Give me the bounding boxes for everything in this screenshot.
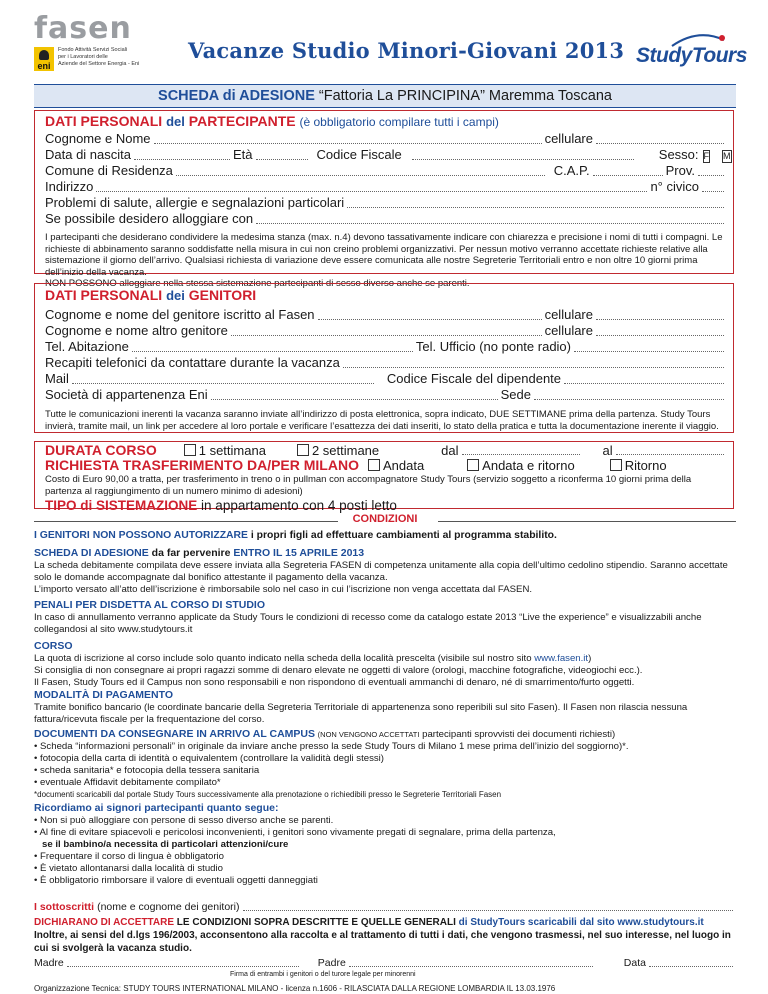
eni-dog-icon: eni — [34, 47, 54, 71]
prov-field[interactable] — [698, 175, 724, 176]
from-date-field[interactable] — [462, 454, 580, 455]
parent1-cell-field[interactable] — [596, 319, 724, 320]
holiday-phones-field[interactable] — [343, 367, 724, 368]
doc-item: • eventuale Affidavit debitamente compilato* — [34, 777, 736, 789]
course-section — [34, 441, 734, 513]
organization-note: Organizzazione Tecnica: STUDY TOURS INTERNATIONAL MILANO - licenza n.1606 - RILASCIATA DALLA REGIONE LOMBARDIA IL 13.03.1976 — [34, 984, 556, 993]
transfer-out-checkbox[interactable] — [368, 459, 380, 471]
health-field[interactable] — [347, 207, 724, 208]
reminder-item: • Frequentare il corso di lingua è obbligatorio — [34, 851, 736, 863]
doc-item: • Scheda “informazioni personali” in originale da inviare anche presso la sede Study Tours di Milano 1 mese prima dell’inizio del soggiorno)*. — [34, 741, 736, 753]
employee-cf-field[interactable] — [564, 383, 724, 384]
date-field[interactable] — [649, 966, 733, 967]
row-parent1: Cognome e nome del genitore iscritto al Fasen cellulare — [45, 307, 727, 323]
authorize-line: I GENITORI NON POSSONO AUTORIZZARE i propri figli ad effettuare cambiamenti al programma stabilito. — [34, 530, 557, 541]
corso-block: CORSO La quota di iscrizione al corso include solo quanto indicato nella scheda della località prescelta (visibile sul nostro sito www.fasen.it) Si consiglia di non consegnare ai propri ragazzi somme di denaro elevate ne oggetti di valore (orologi, macchine fotografiche, videogiochi ecc.). Il Fasen, Study Tours ed il Campus non sono responsabili e non rispondono di eventuali ammanchi di denaro, né di smarrimento/furto oggetti. — [34, 640, 643, 688]
row-duration: DURATA CORSO 1 settimana 2 settimane dal al — [45, 443, 727, 458]
fasen-link[interactable]: www.fasen.it — [534, 653, 589, 664]
doc-item: • scheda sanitaria* e fotocopia della tessera sanitaria — [34, 765, 736, 777]
father-signature-field[interactable] — [349, 966, 593, 967]
row-signed: I sottoscritti (nome e cognome dei genitori) — [34, 900, 736, 914]
transfer-back-checkbox[interactable] — [610, 459, 622, 471]
banner-label: SCHEDA di ADESIONE — [158, 88, 315, 104]
conditions-heading: CONDIZIONI — [34, 513, 736, 527]
mother-signature-field[interactable] — [67, 966, 299, 967]
cap-field[interactable] — [593, 175, 663, 176]
signature-section — [34, 900, 736, 994]
reminder-item: • Al fine di evitare spiacevoli e pericolosi inconvenienti, i genitori sono vivamente pregati di segnalare, prima della partenza, — [34, 827, 736, 839]
office-tel-field[interactable] — [574, 351, 724, 352]
parent1-field[interactable] — [318, 319, 542, 320]
doc-item: • fotocopia della carta di identità o equivalentem (controllare la validità degli stessi) — [34, 753, 736, 765]
form-banner — [34, 84, 736, 108]
declaration: DICHIARANO DI ACCETTARE LE CONDIZIONI SOPRA DESCRITTE E QUELLE GENERALI di StudyTours scaricabili dal sito www.studytours.it Inoltre, ai sensi del d.lgs 196/2003, acconsentono alla raccolta e al trattamento di tutti i dati, che vengono trasmessi, nel suo interesse, nel luogo in cui si svolgerà la vacanza studio. — [34, 917, 731, 954]
row-address: Indirizzo n° civico — [45, 179, 727, 195]
row-health: Problemi di salute, allergie e segnalazioni particolari — [45, 195, 727, 211]
studytours-link[interactable]: www.studytours.it — [617, 917, 704, 928]
row-transfer: RICHIESTA TRASFERIMENTO DA/PER MILANO Andata Andata e ritorno Ritorno — [45, 457, 667, 473]
documents-block: DOCUMENTI DA CONSEGNARE IN ARRIVO AL CAMPUS (NON VENGONO ACCETTATI partecipanti sprovvisti dei documenti richiesti) • Scheda “informazioni personali” in originale da inviare anche presso la sede Study Tours di Milano 1 mese prima dell’inizio del soggiorno)*. • fotocopia della carta di identità o equivalentem (controllare la validità degli stessi) • scheda sanitaria* e fotocopia della tessera sanitaria • eventuale Affidavit debitamente compilato* *documenti scaricabili dal portale Study Tours successivamente alla prenotazione o richiedibili presso le Segreterie Territoriali Fasen — [34, 728, 736, 800]
parents-note: Tutte le comunicazioni inerenti la vacanza saranno inviate all’indirizzo di posta elettronica, sopra indicato, DUE SETTIMANE prima della partenza. Study Tours invierà, tramite mail, un link per accedere al loro portale e verificare l’esattezza dei dati inseriti, lo stato della pratica e tutta la documentazione inerente il viaggio. — [45, 409, 719, 432]
row-room: Se possibile desidero alloggiare con — [45, 211, 727, 227]
age-field[interactable] — [256, 159, 308, 160]
sex-m-checkbox[interactable]: M — [723, 151, 731, 161]
penalty-block: PENALI PER DISDETTA AL CORSO DI STUDIO In caso di annullamento verranno applicate da Study Tours le condizioni di recesso come da catalogo estate 2013 “Live the experience” e visualizzabili anche collegandosi al sito www.studytours.it — [34, 599, 702, 635]
reminder-item: • È vietato allontanarsi dalla località di studio — [34, 863, 736, 875]
row-company: Società di appartenenza Eni Sede — [45, 387, 727, 403]
row-birth: Data di nascita Età Codice Fiscale Sesso: F M — [45, 147, 731, 162]
civic-field[interactable] — [702, 191, 724, 192]
transfer-both-checkbox[interactable] — [467, 459, 479, 471]
row-town: Comune di Residenza C.A.P. Prov. — [45, 163, 727, 179]
company-field[interactable] — [211, 399, 498, 400]
row-parent2: Cognome e nome altro genitore cellulare — [45, 323, 727, 339]
parents-section — [34, 283, 734, 433]
signature-note: Firma di entrambi i genitori o del turore legale per minorenni — [230, 971, 416, 978]
parents-title: DATI PERSONALI dei GENITORI — [45, 287, 257, 303]
participant-title: DATI PERSONALI del PARTECIPANTE (è obbligatorio compilare tutti i campi) — [45, 113, 499, 129]
cf-field[interactable] — [412, 159, 634, 160]
row-name: Cognome e Nome cellulare — [45, 131, 727, 147]
transfer-note: Costo di Euro 90,00 a tratta, per trasferimento in treno o in pullman con accompagnatore Study Tours (servizio soggetto a riconferma 10 giorni prima della partenza al raggiungimento di un numero minimo di adesioni) — [45, 474, 692, 497]
room-field[interactable] — [256, 223, 724, 224]
row-holiday-phones: Recapiti telefonici da contattare durante la vacanza — [45, 355, 727, 371]
reminder-block: Ricordiamo ai signori partecipanti quanto segue: • Non si può alloggiare con persone di sesso diverso anche se parenti. • Al fine di evitare spiacevoli e pericolosi inconvenienti, i genitori sono vivamente pregati di segnalare, prima della partenza, se il bambino/a necessita di particolari attenzioni/cure • Frequentare il corso di lingua è obbligatorio • È vietato allontanarsi dalla località di studio • È obbligatorio rimborsare il valore di eventuali oggetti danneggiati — [34, 802, 736, 887]
parents-names-field[interactable] — [243, 910, 733, 911]
row-signatures: Madre Padre Data — [34, 956, 736, 970]
name-field[interactable] — [154, 143, 542, 144]
accommodation-type: TIPO di SISTEMAZIONE in appartamento con 4 posti letto — [45, 498, 397, 513]
participant-note: I partecipanti che desiderano condividere la medesima stanza (max. n.4) devono tassativamente indicare con chiarezza e precisione i nomi di tutti i compagni. Le richieste di abbinamento saranno soddisfatte nella misura in cui non creino problemi organizzativi. Per nessun motivo verranno accettate richieste relative alla sistemazione il giorno dell’arrivo. Qualsiasi richiesta di variazione deve essere comunicata alle nostre Segreterie Territoriali entro e non oltre 10 giorni prima dell’inizio della vacanza. — [45, 232, 723, 278]
participant-section — [34, 110, 734, 289]
reminder-item: • Non si può alloggiare con persone di sesso diverso anche se parenti. — [34, 815, 736, 827]
town-field[interactable] — [176, 175, 545, 176]
week2-checkbox[interactable] — [297, 444, 309, 456]
participant-note2: NON POSSONO alloggiare nella stessa sistemazione partecipanti di sesso diverso anche se parenti. — [45, 278, 470, 289]
row-mail: Mail Codice Fiscale del dipendente — [45, 371, 727, 387]
fasen-logo — [34, 11, 152, 84]
parent2-cell-field[interactable] — [596, 335, 724, 336]
seat-field[interactable] — [534, 399, 724, 400]
home-tel-field[interactable] — [132, 351, 413, 352]
fasen-description: Fondo Attività Servizi Sociali per i Lavoratori delle Aziende del Settore Energia - Eni — [58, 47, 140, 67]
sex-f-checkbox[interactable]: F — [703, 151, 710, 161]
mail-field[interactable] — [72, 383, 374, 384]
to-date-field[interactable] — [616, 454, 724, 455]
banner-place: “Fattoria La PRINCIPINA” Maremma Toscana — [318, 88, 612, 104]
row-phones: Tel. Abitazione Tel. Ufficio (no ponte radio) — [45, 339, 727, 355]
reminder-bold: se il bambino/a necessita di particolari attenzioni/cure — [42, 839, 289, 850]
birth-field[interactable] — [134, 159, 230, 160]
parent2-field[interactable] — [231, 335, 542, 336]
studytours-logo: StudyTours — [630, 30, 740, 74]
fasen-wordmark: fasen — [34, 11, 132, 46]
week1-checkbox[interactable] — [184, 444, 196, 456]
page-title: Vacanze Studio Minori-Giovani 2013 — [188, 38, 625, 63]
address-field[interactable] — [96, 191, 647, 192]
cell-field[interactable] — [596, 143, 724, 144]
reminder-item: • È obbligatorio rimborsare il valore di eventuali oggetti danneggiati — [34, 875, 736, 887]
payment-block: MODALITÀ DI PAGAMENTO Tramite bonifico bancario (le coordinate bancarie della Segreteria Territoriale di appartenenza sono reperibili sul sito Fasen). Il Fasen non rilascia nessuna fattura/ricevuta fiscale per la frequentazione del corso. — [34, 689, 688, 725]
scheda-block: SCHEDA DI ADESIONE da far pervenire ENTRO IL 15 APRILE 2013 La scheda debitamente compilata deve essere inviata alla Segreteria FASEN di competenza unitamente alla copia dell’ultimo cedolino stipendio. Saranno accettate solo le domande accompagnate dal bonifico attestante il pagamento della vacanza. L’importo versato all’atto dell’iscrizione è rimborsabile solo nel caso in cui l’iscrizione non venga accettata dal FASEN. — [34, 547, 728, 595]
